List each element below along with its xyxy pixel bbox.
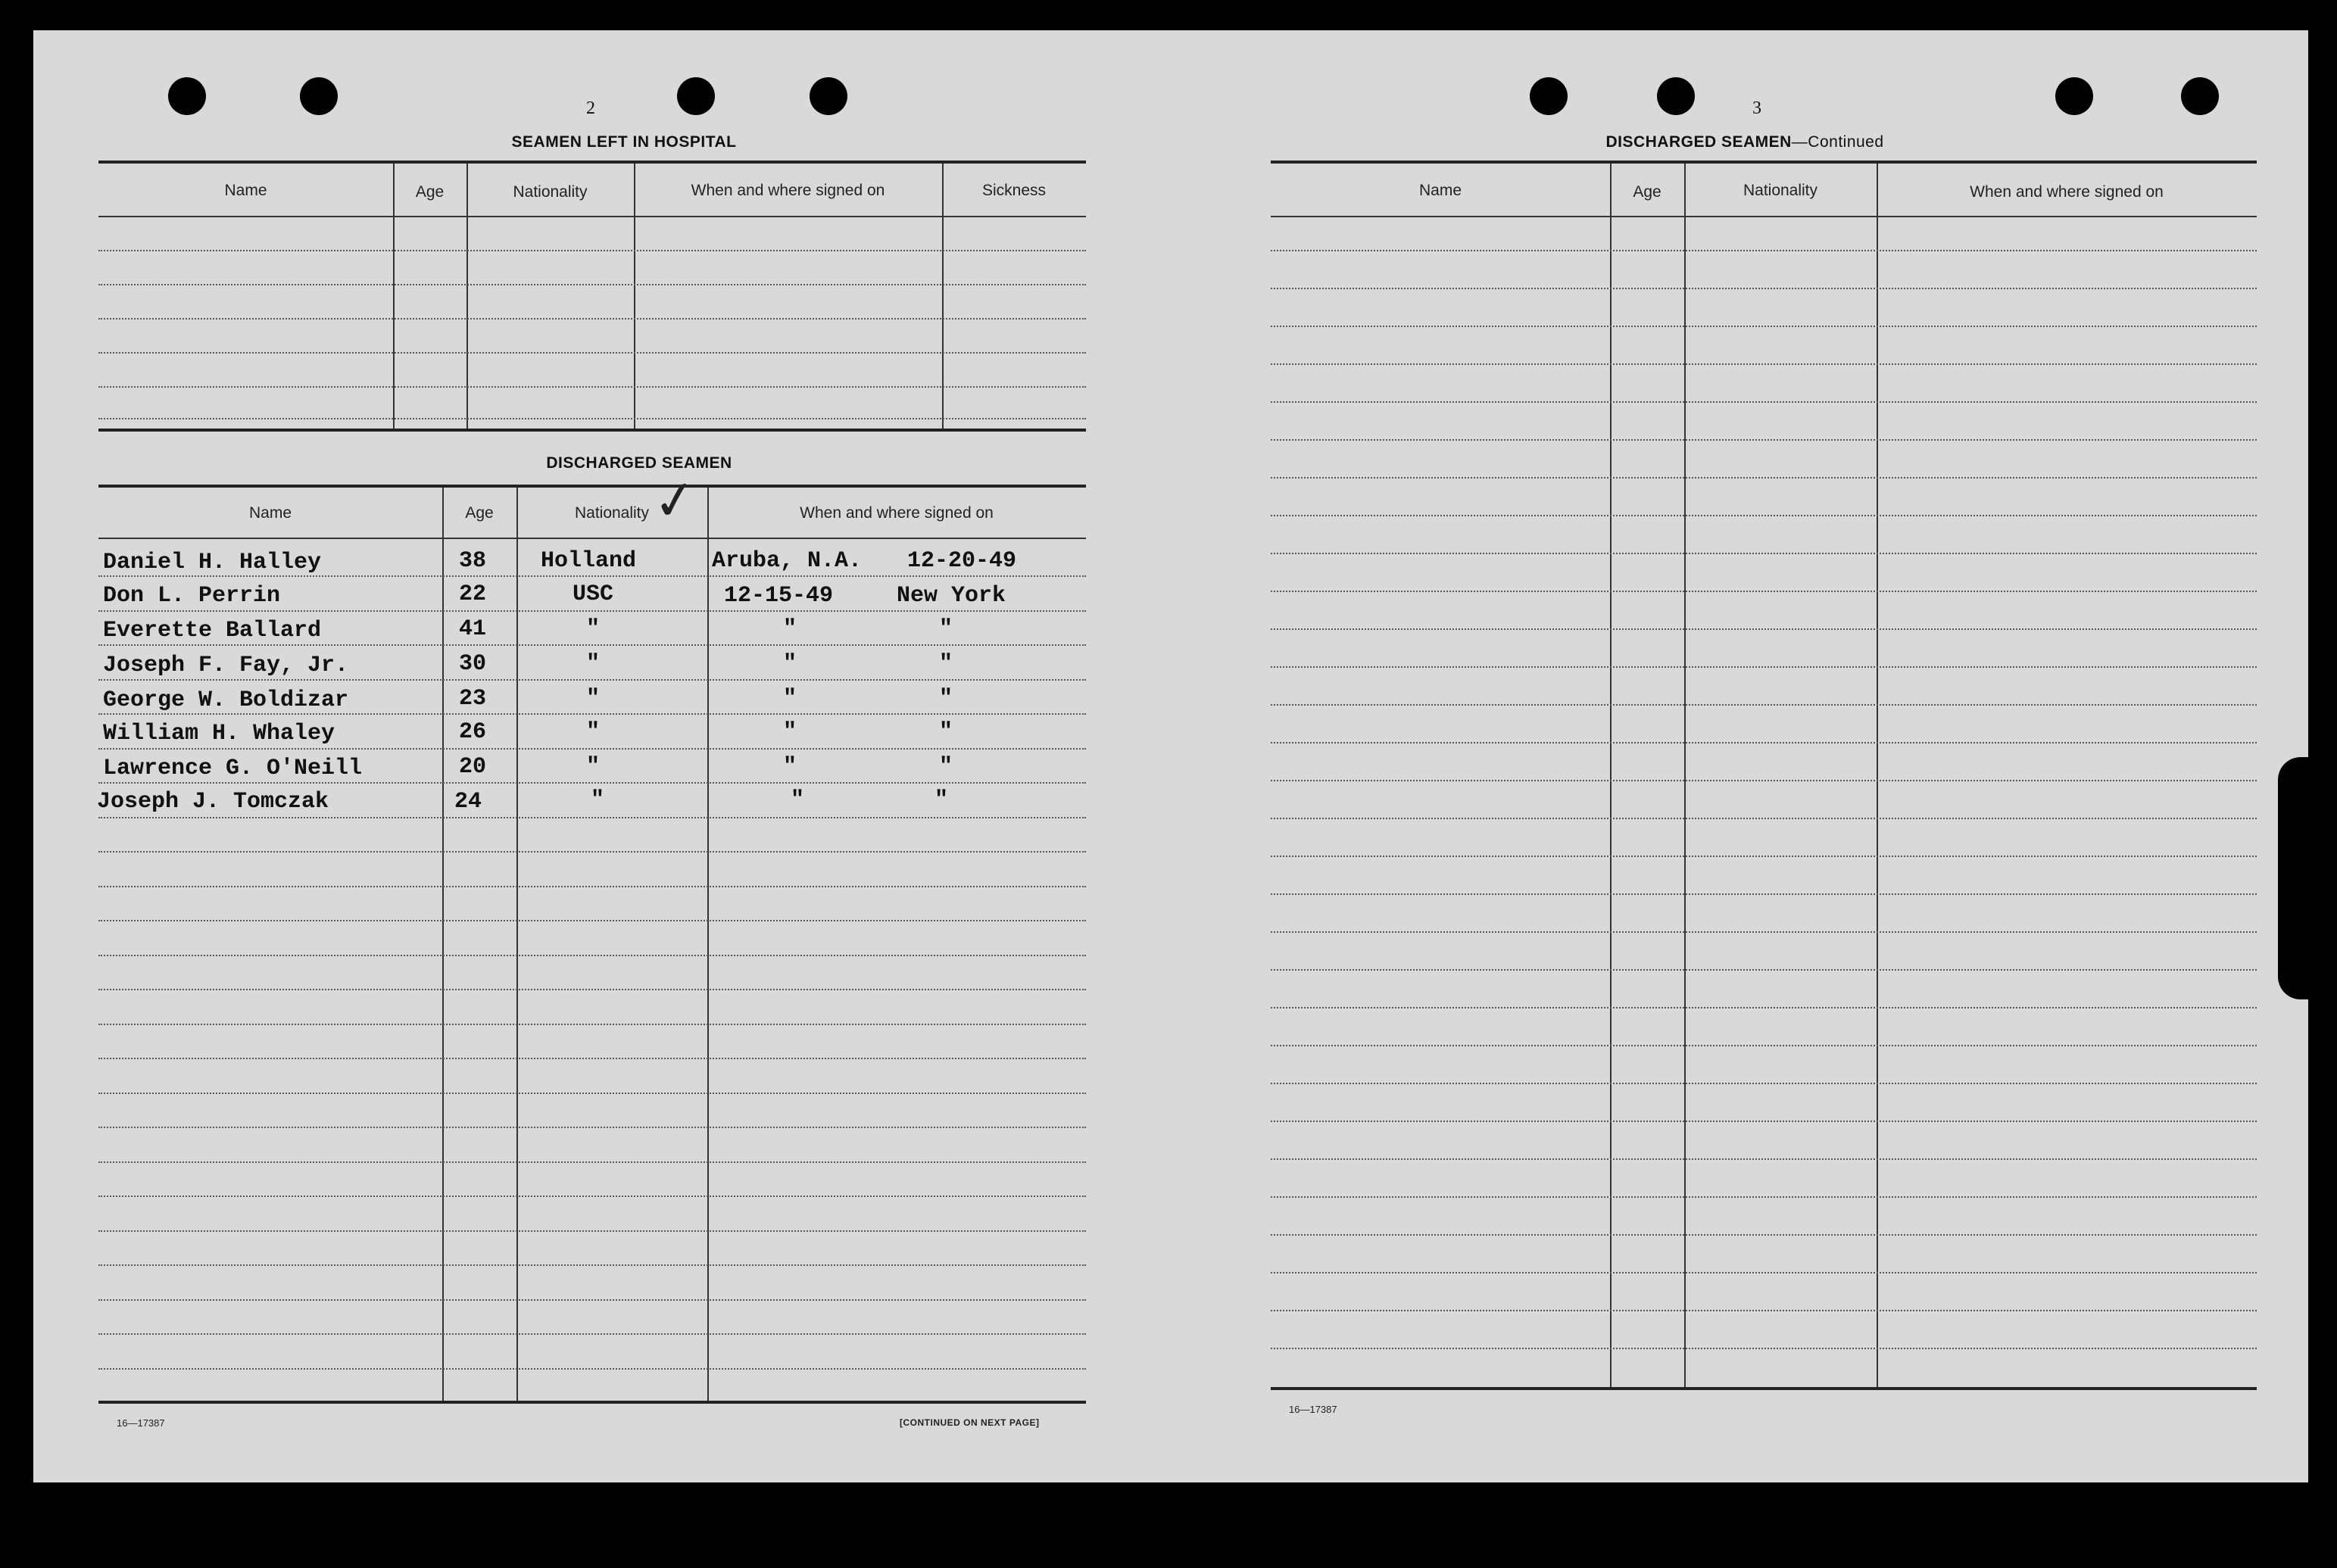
form-number: 16—17387 [1289,1404,1337,1415]
ruled-line [98,1127,1086,1128]
ruled-line [1271,1158,2257,1160]
ruled-line [98,989,1086,990]
punch-hole [2181,77,2219,115]
signed-on-date: New York [897,583,1006,609]
page-number: 2 [586,98,595,118]
header-rule [98,216,1086,217]
ruled-line [1271,1121,2257,1122]
left-page [33,30,1169,1482]
column-divider [942,164,944,429]
ruled-line [1271,363,2257,365]
signed-on-header: When and where signed on [1970,183,2164,201]
ruled-line [1271,780,2257,781]
column-divider [466,164,468,429]
column-divider [393,164,395,429]
table-bottom-rule [1271,1387,2257,1390]
ruled-line [1271,591,2257,592]
ruled-line [1271,628,2257,630]
ruled-line [1271,856,2257,857]
hospital-age-header: Age [415,183,445,201]
seaman-nationality: Holland [541,548,637,574]
signed-on-place: " [783,616,797,642]
ruled-line [1271,553,2257,554]
seaman-name: George W. Boldizar [103,687,349,713]
ruled-line [1271,1007,2257,1008]
hospital-section-title: SEAMEN LEFT IN HOSPITAL [511,133,737,151]
seaman-name: Lawrence G. O'Neill [103,756,363,781]
ruled-line [98,418,1086,419]
seaman-age: 24 [454,789,482,815]
nationality-header: Nationality [1743,182,1818,199]
punch-hole [168,77,206,115]
ruled-line [98,886,1086,887]
ruled-line [1271,250,2257,251]
signed-on-place: Aruba, N.A. [712,548,863,574]
signed-on-place: " [783,719,797,745]
ruled-line [1271,742,2257,743]
ruled-line [98,782,1086,784]
name-header: Name [1418,182,1462,199]
ruled-line [1271,969,2257,971]
header-rule [98,538,1086,539]
ruled-line [1271,1272,2257,1273]
scanned-document [33,30,2308,1482]
signed-on-date: 12-20-49 [907,548,1017,574]
ruled-line [1271,1045,2257,1046]
table-top-rule [98,161,1086,164]
ruled-line [98,851,1086,853]
signed-on-date: " [939,719,953,745]
punch-hole [1657,77,1695,115]
title-continued: —Continued [1791,133,1884,151]
ruled-line [98,1093,1086,1094]
ruled-line [1271,1348,2257,1349]
seaman-nationality: " [586,651,601,677]
hospital-sickness-header: Sickness [981,182,1047,199]
checkmark-annotation: ✓ [648,466,702,535]
punch-hole [1530,77,1568,115]
column-divider [634,164,635,429]
ruled-line [98,1195,1086,1197]
ruled-line [98,318,1086,320]
seaman-name: William H. Whaley [103,721,335,747]
punch-hole [810,77,847,115]
ruled-line [1271,931,2257,933]
seaman-age: 30 [459,651,487,677]
signed-on-date: " [939,651,953,677]
continued-note: [CONTINUED ON NEXT PAGE] [900,1417,1040,1428]
seaman-nationality: " [586,616,601,642]
seaman-name: Everette Ballard [103,618,322,644]
header-rule [1271,216,2257,217]
ruled-line [1271,1310,2257,1311]
seaman-nationality: USC [573,581,614,607]
hospital-nationality-header: Nationality [513,183,588,201]
right-page [1200,30,2305,1482]
torn-edge [2278,757,2308,999]
ruled-line [98,250,1086,251]
hospital-signed-on-header: When and where signed on [691,182,885,199]
seaman-nationality: " [586,719,601,745]
signed-on-date: " [939,616,953,642]
ruled-line [1271,288,2257,289]
page-number: 3 [1752,98,1761,118]
discharged-section-title: DISCHARGED SEAMEN [546,454,732,472]
ruled-line [98,748,1086,750]
seaman-age: 22 [459,581,487,607]
signed-on-date: " [939,754,953,780]
seaman-nationality: " [586,754,601,780]
seaman-age: 41 [459,616,487,642]
ruled-line [1271,1083,2257,1084]
hospital-name-header: Name [224,182,267,199]
ruled-line [98,386,1086,388]
table-bottom-rule [98,1401,1086,1404]
ruled-line [98,352,1086,354]
ruled-line [1271,326,2257,327]
ruled-line [98,1024,1086,1025]
ruled-line [1271,818,2257,819]
discharged-age-header: Age [465,504,494,522]
discharged-nationality-header: Nationality [574,504,650,522]
punch-hole [300,77,338,115]
table-top-rule [98,485,1086,488]
ruled-line [1271,1234,2257,1236]
ruled-line [1271,515,2257,516]
punch-hole [2055,77,2093,115]
seaman-age: 23 [459,686,487,712]
ruled-line [98,1368,1086,1370]
title-main: DISCHARGED SEAMEN [1605,133,1792,151]
seaman-name: Daniel H. Halley [103,550,322,575]
table-bottom-rule [98,429,1086,432]
ruled-line [98,1264,1086,1266]
ruled-line [1271,1196,2257,1198]
ruled-line [98,284,1086,285]
ruled-line [98,575,1086,577]
form-number: 16—17387 [117,1417,165,1429]
seaman-age: 38 [459,548,487,574]
ruled-line [98,817,1086,818]
seaman-age: 20 [459,754,487,780]
ruled-line [98,713,1086,715]
signed-on-place: " [783,651,797,677]
signed-on-date: " [934,787,949,813]
ruled-line [98,1299,1086,1301]
seaman-nationality: " [591,787,605,813]
ruled-line [98,1058,1086,1059]
seaman-name: Joseph J. Tomczak [97,789,329,815]
ruled-line [98,644,1086,646]
seaman-nationality: " [586,686,601,712]
signed-on-place: " [783,686,797,712]
discharged-signed-on-header: When and where signed on [800,504,994,522]
ruled-line [1271,477,2257,479]
ruled-line [98,1333,1086,1335]
punch-hole [677,77,715,115]
discharged-continued-title [1518,133,1972,151]
column-divider [1684,164,1686,1387]
ruled-line [1271,439,2257,441]
column-divider [1610,164,1612,1387]
seaman-name: Don L. Perrin [103,583,281,609]
column-divider [1877,164,1878,1387]
ruled-line [1271,401,2257,403]
ruled-line [98,679,1086,681]
table-top-rule [1271,161,2257,164]
signed-on-place: " [783,754,797,780]
discharged-name-header: Name [248,504,292,522]
signed-on-place: 12-15-49 [724,583,834,609]
ruled-line [98,1161,1086,1163]
ruled-line [1271,893,2257,895]
seaman-age: 26 [459,719,487,745]
signed-on-place: " [791,787,805,813]
age-header: Age [1633,183,1661,201]
ruled-line [98,1230,1086,1232]
seaman-name: Joseph F. Fay, Jr. [103,653,349,678]
ruled-line [98,610,1086,612]
ruled-line [98,955,1086,956]
ruled-line [1271,704,2257,706]
signed-on-date: " [939,686,953,712]
ruled-line [1271,666,2257,668]
ruled-line [98,920,1086,921]
